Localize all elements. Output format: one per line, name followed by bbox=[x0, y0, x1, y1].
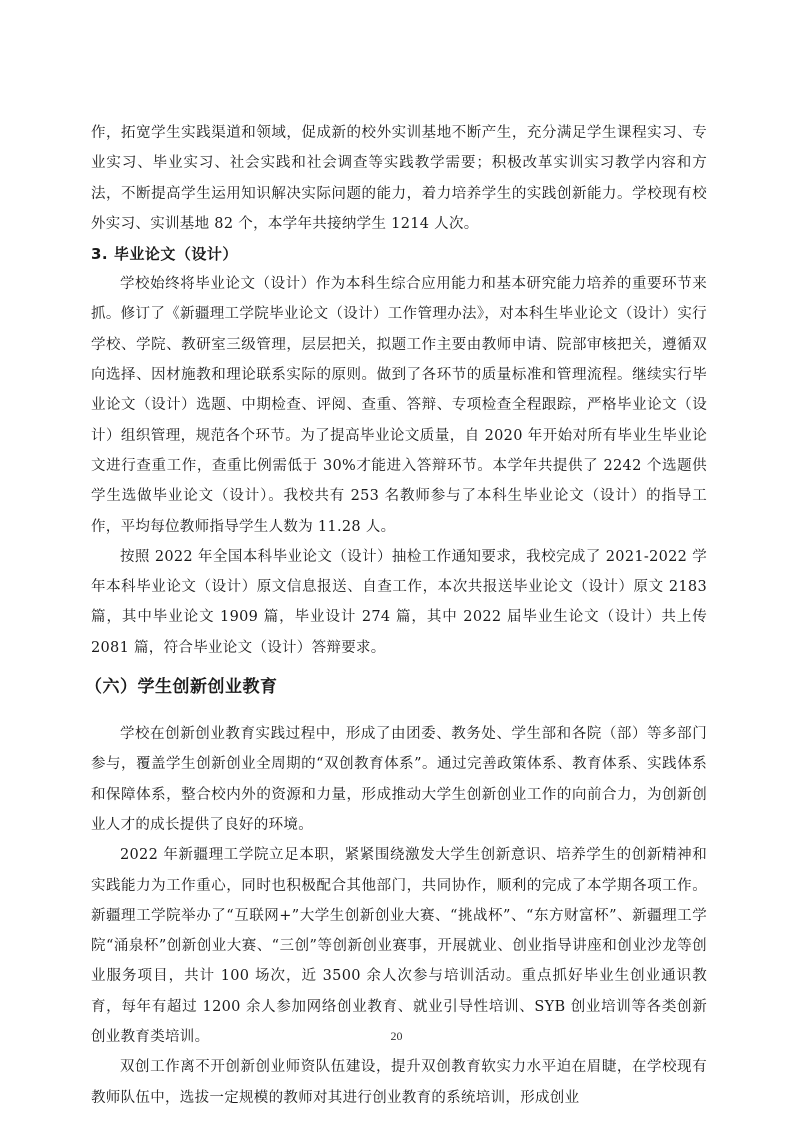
subsection-heading-thesis: 3. 毕业论文（设计） bbox=[91, 245, 238, 264]
section-heading-innovation: （六）学生创新创业教育 bbox=[85, 677, 278, 698]
paragraph-practice-bases: 作，拓宽学生实践渠道和领域，促成新的校外实训基地不断产生，充分满足学生课程实习、专业实习、毕业实习、社会实践和社会调查等实践教学需要；积极改革实训实习教学内容和方法，不断提高学生运用知识解决实际问题的能力，着力培养学生的实践创新能力。学校现有校外实习、实训基地 82 个，本学年共接纳学生 1214 人次。 bbox=[91, 125, 707, 232]
paragraph-innovation-teachers: 双创工作离不开创新创业师资队伍建设，提升双创教育软实力水平迫在眉睫，在学校现有教师队伍中，选拔一定规模的教师对其进行创业教育的系统培训，形成创业 bbox=[91, 1059, 707, 1106]
paragraph-innovation-system: 学校在创新创业教育实践过程中，形成了由团委、教务处、学生部和各院（部）等多部门参与，覆盖学生创新创业全周期的“双创教育体系”。通过完善政策体系、教育体系、实践体系和保障体系，整合校内外的资源和力量，形成推动大学生创新创业工作的向前合力，为创新创业人才的成长提供了良好的环境。 bbox=[91, 726, 707, 833]
paragraph-innovation-activities: 2022 年新疆理工学院立足本职，紧紧围绕激发大学生创新意识、培养学生的创新精神和实践能力为工作重心，同时也积极配合其他部门，共同协作，顺利的完成了本学期各项工作。新疆理工学院举办了“互联网+”大学生创新创业大赛、“挑战杯”、“东方财富杯”、新疆理工学院“涌泉杯”创新创业大赛、“三创”等创新创业赛事，开展就业、创业指导讲座和创业沙龙等创业服务项目，共计 100 场次，近 3500 余人次参与培训活动。重点抓好毕业生创业通识教育，每年有超过 1200 余人参加网络创业教育、就业引导性培训、SYB 创业培训等各类创新创业教育类培训。 bbox=[91, 847, 707, 1046]
page-body bbox=[85, 118, 707, 1113]
page-number: 20 bbox=[390, 1029, 403, 1043]
paragraph-thesis-management: 学校始终将毕业论文（设计）作为本科生综合应用能力和基本研究能力培养的重要环节来抓。修订了《新疆理工学院毕业论文（设计）工作管理办法》，对本科生毕业论文（设计）实行学校、学院、教研室三级管理，层层把关，拟题工作主要由教师申请、院部审核把关，遵循双向选择、因材施教和理论联系实际的原则。做到了各环节的质量标准和管理流程。继续实行毕业论文（设计）选题、中期检查、评阅、查重、答辩、专项检查全程跟踪，严格毕业论文（设计）组织管理，规范各个环节。为了提高毕业论文质量，自 2020 年开始对所有毕业生毕业论文进行查重工作，查重比例需低于 30%才能进入答辩环节。本学年共提供了 2242 个选题供学生选做毕业论文（设计）。我校共有 253 名教师参与了本科生毕业论文（设计）的指导工作，平均每位教师指导学生人数为 11.28 人。 bbox=[91, 276, 707, 535]
paragraph-thesis-inspection: 按照 2022 年全国本科毕业论文（设计）抽检工作通知要求，我校完成了 2021-2022 学年本科毕业论文（设计）原文信息报送、自查工作，本次共报送毕业论文（设计）原文 2183 篇，其中毕业论文 1909 篇，毕业设计 274 篇，其中 2022 届毕业生论文（设计）共上传 2081 篇，符合毕业论文（设计）答辩要求。 bbox=[91, 548, 707, 656]
